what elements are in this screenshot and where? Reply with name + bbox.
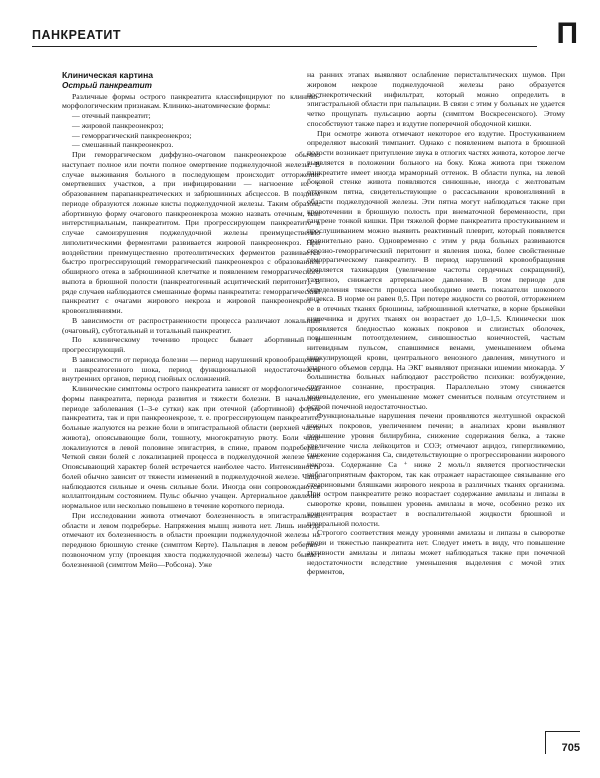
page-number-box [545, 731, 580, 754]
left-column [62, 70, 320, 569]
paragraph: По клиническому течению процесс бывает абортивный и прогрессирующий. [62, 335, 320, 354]
list-item: — смешанный панкреонекроз. [72, 140, 174, 150]
list-item: — геморрагический панкреонекроз; [72, 130, 192, 140]
paragraph: Различные формы острого панкреатита классифицируют по клинико-морфологическим признакам. Клинико-анатомические формы: [62, 91, 320, 111]
section-letter: П [556, 17, 578, 50]
page-number: 705 [561, 742, 580, 754]
running-title: ПАНКРЕАТИТ [32, 28, 122, 42]
paragraph: Клинические симптомы острого панкреатита зависят от морфологической формы панкреатита, периода развития и тяжести болезни. В начальном периоде заболевания (1–3-е сутки) как при отечной (абортивной) форме панкреатита, так и при панкреонекрозе, т. е. прогрессирующем панкреатите, больные жалуются на резкие боли в эпигастральной области (верхней части живота), опоясывающие боли, тошноту, многократную рвоту. Боли чаще локализуются в левой половине эпигастрия, в спине, правом подреберье. Четкой связи болей с локализацией процесса в поджелудочной железе нет. Опоясывающий характер болей встречается наиболее часто. Интенсивность болей обычно зависит от тяжести изменений в поджелудочной железе. Чаще наблюдаются сильные и очень сильные боли. Иногда они сопровождаются коллаптоидным состоянием. Пульс обычно учащен. Артериальное давление нормальное или несколько повышено в течение короткого периода. [62, 384, 320, 510]
paragraph: Строгого соответствия между уровнями амилазы и липазы в сыворотке крови и тяжестью панкреатита нет. Следует иметь в виду, что повышение активности амилазы и липазы может наблюдаться также при почечной недостаточности вследствие уменьшения выделения с мочой этих ферментов, [307, 528, 565, 577]
subsection-heading: Острый панкреатит [62, 81, 152, 90]
paragraph: В зависимости от распространенности процесса различают локальный (очаговый), субтотальный и тотальный панкреатит. [62, 315, 320, 335]
paragraph: В зависимости от периода болезни — период нарушений кровообращения и панкреатогенного шока, период функциональной недостаточности внутренних органов, период гнойных осложнений. [62, 354, 320, 384]
list-item: — отечный панкреатит; [72, 111, 151, 120]
section-heading: Клиническая картина [62, 70, 154, 80]
header-rule [32, 46, 537, 47]
paragraph: на ранних этапах выявляют ослабление перистальтических шумов. При жировом некрозе поджелудочной железы рано образуется постнекротический инфильтрат, который можно определить в эпигастральной области при пальпации. В связи с этим у больных не удается четко прощупать пульсацию аорты (симптом Воскресенского). Этому способствуют также парез и вздутие поперечной ободочной кишки. [307, 70, 565, 128]
paragraph: Функциональные нарушения печени проявляются желтушной окраской кожных покровов, увеличением печени; в анализах крови выявляют повышение уровня билирубина, снижение содержания белка, а также увеличение числа лейкоцитов и СОЭ; отмечают ацидоз, гипергликемию, снижение содержания Ca, свидетельствующие о прогрессировании жирового некроза. Содержание Ca ⁺ ниже 2 моль/л является прогностически неблагоприятным фактором, так как отражает нарастающее связывание его стеариновыми бляшками жирового некроза в различных тканях организма. При остром панкреатите резко возрастает содержание амилазы и липазы в сыворотке крови, повышен уровень амилазы в моче, особенно резко их концентрация возрастает в воспалительной жидкости брюшной и плевральной полости. [307, 411, 565, 528]
paragraph: При осмотре живота отмечают некоторое его вздутие. Простукиванием определяют высокий тимпанит. Однако с появлением выпота в брюшной полости возникает притупление звука в отлогих частях живота, которое легче выявляется в положении больного на боку. Кожа живота при тяжелом панкреатите имеет иногда мраморный оттенок. В области пупка, на левой боковой стенке живота появляются синюшные, иногда с желтоватым оттенком пятна, свидетельствующие о рассасывании кровоизлияний в области поджелудочной железы. Эти пятна могут наблюдаться также при кровотечении в брюшную полость при внематочной беременности, при гангрене тонкой кишки. При тяжелой форме панкреатита простукиванием и прослушиванием можно выявить реактивный плеврит, который появляется сравнительно рано. Одновременно с этим у ряда больных развиваются серозно-геморрагический перитонит и явления шока, более свойственные геморрагическому панкреатиту. В период нарушений кровообращения появляется тахикардия (увеличение частоты сердечных сокращений), тахипноэ, снижается артериальное давление. В этом периоде для определения тяжести процесса необходимо иметь показатели шокового индекса. В норме он равен 0,5. При потере жидкости со рвотой, отторжением ее в отечных тканях брюшины, забрюшинной клетчатке, в корне брыжейки кишечника и других тканях он возрастает до 1,0–1,5. Клинически шок проявляется бледностью кожных покровов и слизистых оболочек, повышенным потоотделением, синюшностью конечностей, частым нитевидным пульсом, спавшимися венами, уменьшением объема циркулирующей крови, центрального венозного давления, минутного и ударного объемов сердца. На ЭКГ выявляют признаки ишемии миокарда. У большинства больных наблюдают расстройство психики: возбуждение, спутанное сознание, прострация. Параллельно этому снижается мочевыделение, его уменьшение может смениться полным отсутствием и острой почечной недостаточностью. [307, 128, 565, 411]
right-column [307, 70, 565, 577]
paragraph: При исследовании живота отмечают болезненность в эпигастральной области и левом подреберье. Напряжения мышц живота нет. Лишь иногда отмечают их болезненность в области проекции поджелудочной железы на переднюю брюшную стенке (симптом Керте). Пальпация в левом реберно-позвоночном углу (проекция хвоста поджелудочной железы) часто бывает болезненной (симптом Мейо—Робсона). Уже [62, 510, 320, 569]
page-header [32, 17, 578, 62]
list-item: — жировой панкреонекроз; [72, 120, 164, 130]
paragraph: При геморрагическом диффузно-очаговом панкреонекрозе обычно наступает полное или почти полное омертвение поджелудочной железы. В случае выживания больного в последующем происходит отторжение омертвевших участков, а при инфицировании — нагноение их с образованием парапанкреатических и забрюшинных абсцессов. В позднем периоде образуются ложные кисты поджелудочной железы. Таким образом, абортивную форму очагового панкреонекроза можно назвать отечным, или интерстициальным, панкреатитом. При прогрессирующем панкреатите в случае самоизрушения поджелудочной железы преимущественно липолитическими ферментами развивается жировой панкреонекроз. При воздействии преимущественно протеолитических ферментов развивается быстро прогрессирующий геморрагический панкреонекроз с образованием обширного отека в забрюшинной клетчатке и появлением геморрагического выпота в брюшной полости (панкреатогенный асцитический перитонит). В ряде случаев наблюдаются смешанные формы панкреатита: геморрагический панкреатит с очагами жирового некроза и жировой панкреонекроз с кровоизлияниями. [62, 150, 320, 315]
